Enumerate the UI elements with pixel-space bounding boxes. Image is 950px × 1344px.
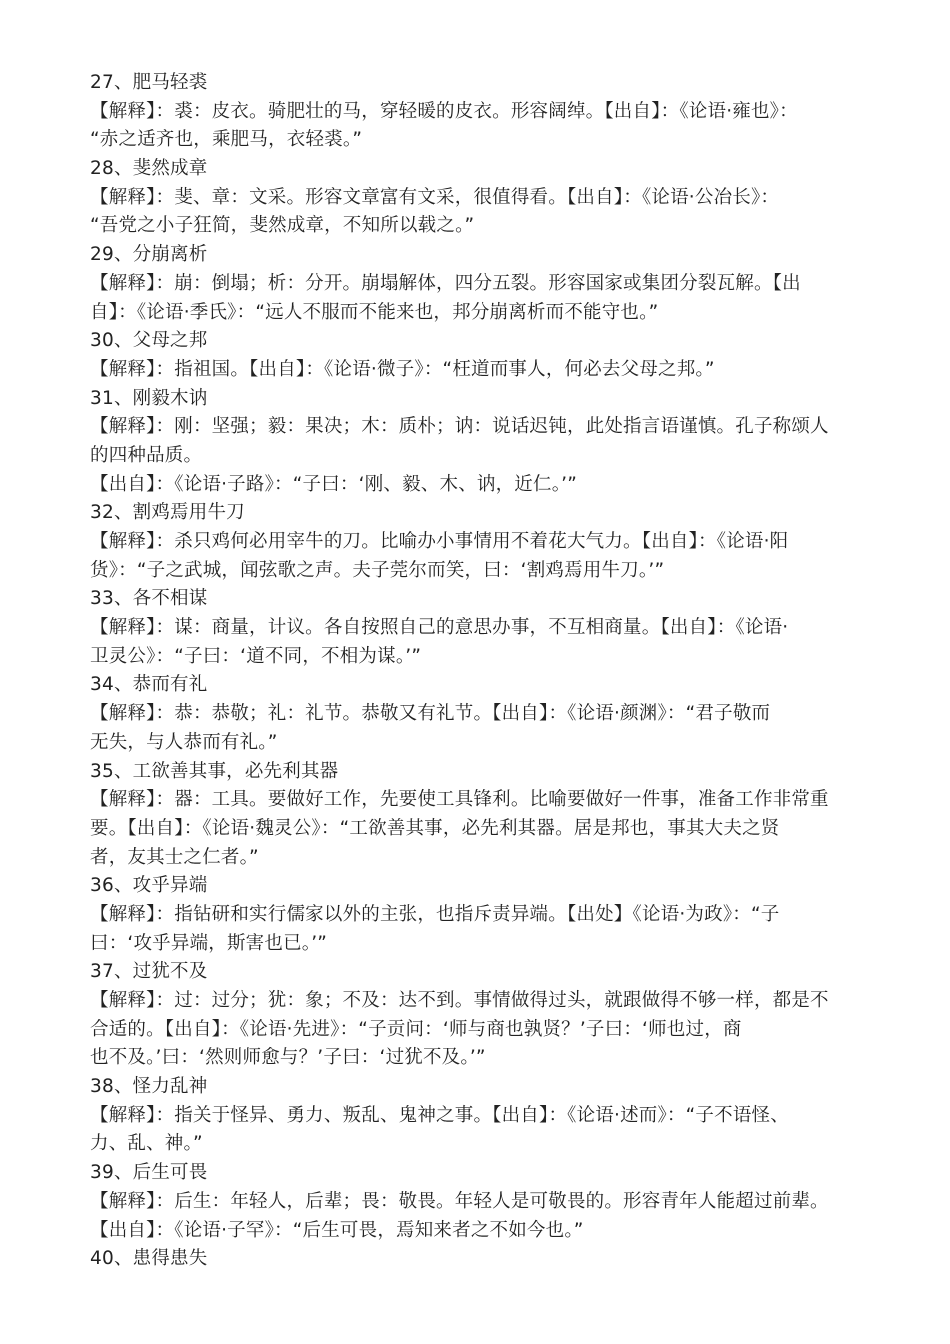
- text-line: 40、患得患失: [90, 1248, 208, 1270]
- text-line: 者，友其士之仁者。”: [90, 846, 259, 868]
- text-line: 【解释】：指关于怪异、勇力、叛乱、鬼神之事。【出自】：《论语·述而》：“子不语怪、: [90, 1104, 789, 1126]
- text-line: 【解释】：杀只鸡何必用宰牛的刀。比喻办小事情用不着花大气力。【出自】：《论语·阳: [90, 531, 789, 552]
- text-line: 力、乱、神。”: [90, 1133, 203, 1155]
- text-line: 的四种品质。: [90, 444, 203, 466]
- text-line: 卫灵公》：“子曰：‘道不同，不相为谋。’”: [90, 645, 422, 667]
- text-line: 合适的。【出自】：《论语·先进》：“子贡问：‘师与商也孰贤？’子曰：‘师也过，商: [90, 1018, 742, 1040]
- text-line: 【解释】：指祖国。【出自】：《论语·微子》：“枉道而事人，何必去父母之邦。”: [90, 358, 715, 380]
- text-line: 【出自】：《论语·子罕》：“后生可畏，焉知来者之不如今也。”: [90, 1219, 584, 1241]
- text-line: 38、怪力乱神: [90, 1076, 208, 1098]
- text-line: 33、各不相谋: [90, 588, 208, 610]
- text-line: 28、斐然成章: [90, 158, 208, 180]
- text-line: 32、割鸡焉用牛刀: [90, 502, 245, 524]
- text-line: 27、肥马轻裘: [90, 72, 208, 93]
- text-line: 【解释】：后生：年轻人，后辈；畏：敬畏。年轻人是可敬畏的。形容青年人能超过前辈。: [90, 1190, 829, 1212]
- text-line: 35、工欲善其事，必先利其器: [90, 760, 339, 782]
- text-line: 【解释】：谋：商量，计议。各自按照自己的意思办事，不互相商量。【出自】：《论语·: [90, 617, 789, 639]
- text-line: 曰：‘攻乎异端，斯害也已。’”: [90, 932, 328, 954]
- text-line: 【解释】：崩：倒塌；析：分开。崩塌解体，四分五裂。形容国家或集团分裂瓦解。【出: [90, 272, 801, 294]
- text-line: 【解释】：过：过分；犹：象；不及：达不到。事情做得过头，就跟做得不够一样，都是不: [90, 990, 829, 1011]
- text-line: 34、恭而有礼: [90, 674, 208, 696]
- text-line: 37、过犹不及: [90, 961, 208, 983]
- text-line: 【解释】：器：工具。要做好工作，先要使工具锋利。比喻要做好一件事，准备工作非常重: [90, 789, 829, 811]
- text-line: 无失，与人恭而有礼。”: [90, 731, 278, 753]
- text-line: 【解释】：裘：皮衣。骑肥壮的马，穿轻暖的皮衣。形容阔绰。【出自】：《论语·雍也》：: [90, 100, 798, 122]
- text-line: 要。【出自】：《论语·魏灵公》：“工欲善其事，必先利其器。居是邦也，事其大夫之贤: [90, 817, 780, 839]
- text-line: 29、分崩离析: [90, 244, 208, 266]
- text-line: 也不及。’曰：‘然则师愈与？’子曰：‘过犹不及。’”: [90, 1047, 486, 1069]
- text-line: 【解释】：斐、章：文采。形容文章富有文采，很值得看。【出自】：《论语·公冶长》：: [90, 186, 780, 208]
- text-line: 【解释】：刚：坚强；毅：果决；木：质朴；讷：说话迟钝，此处指言语谨慎。孔子称颂人: [90, 416, 829, 438]
- text-line: 30、父母之邦: [90, 330, 208, 352]
- text-line: 货》：“子之武城，闻弦歌之声。夫子莞尔而笑，曰：‘割鸡焉用牛刀。’”: [90, 559, 665, 581]
- text-line: 39、后生可畏: [90, 1162, 208, 1184]
- text-line: 自】：《论语·季氏》：“远人不服而不能来也，邦分崩离析而不能守也。”: [90, 301, 659, 323]
- text-line: 【出自】：《论语·子路》：“子曰：‘刚、毅、木、讷，近仁。’”: [90, 473, 578, 495]
- text-line: “赤之适齐也，乘肥马，衣轻裘。”: [90, 129, 363, 151]
- text-line: 【解释】：指钻研和实行儒家以外的主张，也指斥责异端。【出处】《论语·为政》：“子: [90, 903, 780, 925]
- text-line: 【解释】：恭：恭敬；礼：礼节。恭敬又有礼节。【出自】：《论语·颜渊》：“君子敬而: [90, 703, 771, 725]
- text-line: “吾党之小子狂简，斐然成章，不知所以载之。”: [90, 215, 475, 237]
- text-line: 31、刚毅木讷: [90, 387, 208, 409]
- document-body: [90, 69, 862, 1274]
- text-line: 36、攻乎异端: [90, 875, 208, 897]
